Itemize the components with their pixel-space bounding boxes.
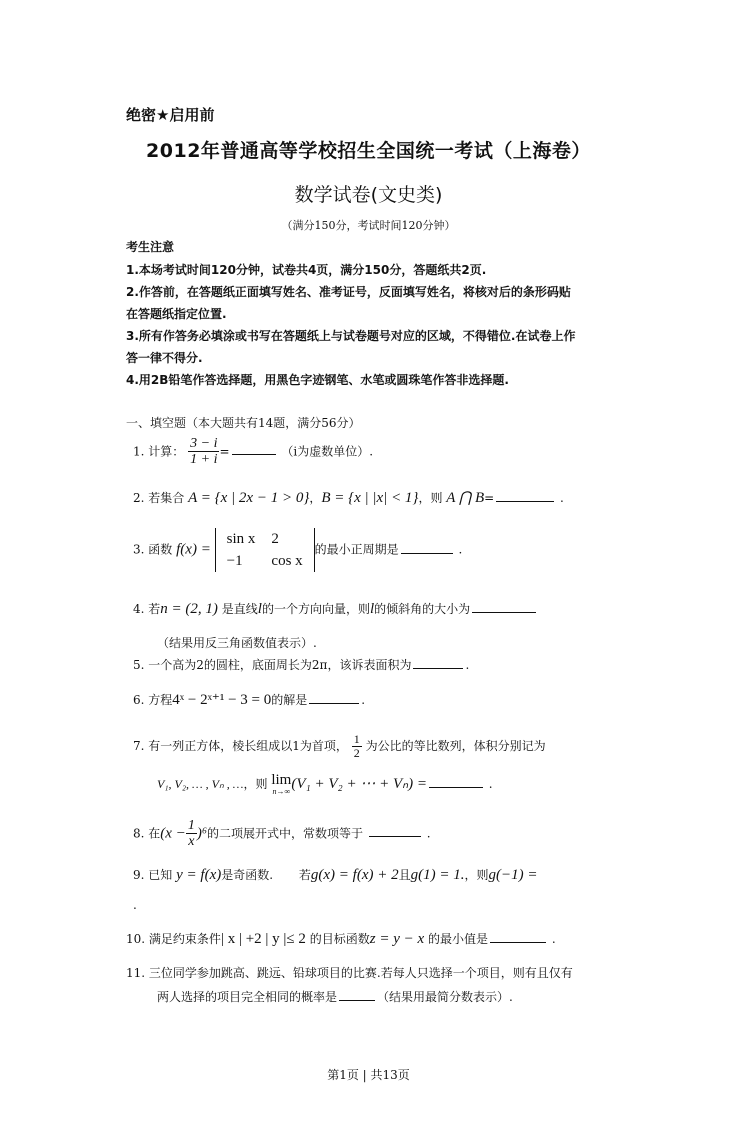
period: .	[361, 693, 366, 707]
answer-blank[interactable]	[472, 601, 536, 613]
question-8	[133, 818, 431, 850]
question-2: 2. 若集合 A = {x | 2x − 1 > 0}，B = {x | |x| < 1}，则 A ⋂ B= .	[133, 490, 564, 506]
answer-blank[interactable]	[490, 931, 546, 943]
answer-blank[interactable]	[309, 692, 359, 704]
det-cell: sin x	[226, 531, 256, 547]
numerator: 1	[187, 818, 195, 833]
det-cell: cos x	[271, 553, 303, 569]
equals-sign: =	[484, 491, 495, 505]
question-text: 若集合	[148, 491, 185, 505]
question-text: 的目标函数	[309, 932, 370, 946]
section-heading: 一、填空题（本大题共有14题，满分56分）	[126, 416, 361, 430]
question-text: 三位同学参加跳高、跳远、铅球项目的比赛.若每人只选择一个项目，则有且仅有	[148, 966, 573, 980]
denominator: 1 + i	[190, 452, 218, 468]
fraction	[352, 733, 362, 760]
question-tail: （i为虚数单位）.	[281, 444, 374, 459]
question-text: ，则	[418, 491, 443, 505]
question-number: 7.	[133, 739, 145, 754]
function-g: g(x) = f(x) + 2	[310, 867, 399, 883]
notice-line-2a: 2.作答前，在答题纸正面填写姓名、准考证号，反面填写姓名，将核对后的条形码贴	[126, 285, 571, 299]
numerator: 3 − i	[190, 436, 218, 451]
question-7-line-2	[157, 773, 493, 796]
question-text: 的一个方向向量，则	[261, 602, 370, 616]
period: .	[551, 932, 556, 946]
question-1	[133, 436, 373, 468]
question-4	[133, 600, 538, 618]
notice-line-3b: 答一律不得分.	[126, 351, 203, 365]
line-symbol: l	[369, 601, 375, 617]
binomial-close: )⁶	[196, 825, 208, 842]
set-b: B = {x | |x| < 1}	[321, 490, 419, 506]
question-text: 方程	[148, 693, 173, 707]
line-symbol: l	[257, 601, 262, 617]
set-a: A = {x | 2x − 1 > 0}	[188, 490, 310, 506]
question-number: 8.	[133, 826, 145, 841]
denominator: 2	[353, 746, 360, 761]
question-6	[133, 690, 365, 709]
question-9	[133, 866, 538, 884]
volume-sequence: V₁, V₂, … , Vₙ , …	[157, 777, 244, 791]
question-text: 在	[148, 826, 161, 841]
question-number: 4.	[133, 602, 145, 616]
question-number: 3.	[133, 542, 145, 557]
notice-heading: 考生注意	[126, 240, 175, 254]
lim-label: lim	[271, 772, 292, 788]
equation: 4ˣ − 2ˣ⁺¹ − 3 = 0	[172, 692, 272, 708]
g-of-minus-1: g(−1) =	[488, 867, 538, 883]
exam-subtitle: 数学试卷(文史类)	[294, 184, 443, 206]
answer-blank[interactable]	[369, 825, 421, 837]
question-4-line-2: （结果用反三角函数值表示）.	[157, 636, 317, 650]
question-text: 计算：	[148, 444, 185, 459]
question-tail: （结果用最简分数表示）.	[377, 990, 513, 1004]
constraint: | x | +2 | y |≤ 2	[220, 931, 306, 947]
numerator: 1	[353, 732, 360, 746]
question-9-dot: .	[133, 898, 137, 912]
answer-blank[interactable]	[401, 542, 453, 554]
page-footer: 第1页 | 共13页	[327, 1068, 410, 1082]
question-5	[133, 656, 469, 673]
period: .	[465, 658, 470, 672]
answer-blank[interactable]	[413, 657, 463, 669]
question-number: 2.	[133, 491, 145, 505]
fraction	[188, 436, 219, 468]
question-11	[126, 964, 573, 981]
question-7	[133, 733, 546, 760]
equals-sign: =	[219, 444, 230, 459]
limit	[271, 773, 291, 796]
question-text: 两人选择的项目完全相同的概率是	[157, 990, 338, 1004]
question-text: 函数	[148, 542, 173, 557]
notice-line-4: 4.用2B铅笔作答选择题，用黑色字迹钢笔、水笔或圆珠笔作答非选择题.	[126, 373, 509, 387]
question-number: 1.	[133, 444, 145, 459]
exam-meta: （满分150分，考试时间120分钟）	[281, 219, 456, 232]
exam-title: 2012年普通高等学校招生全国统一考试（上海卷）	[146, 140, 591, 162]
binomial-open: (x −	[160, 825, 186, 842]
notice-line-2b: 在答题纸指定位置.	[126, 307, 227, 321]
question-text: ，则	[464, 868, 489, 882]
question-text: 的倾斜角的大小为	[374, 602, 471, 616]
function-label: f(x) =	[176, 541, 211, 558]
question-tail: 的最小正周期是	[314, 542, 399, 557]
secret-label: 绝密★启用前	[126, 106, 215, 124]
question-10	[126, 930, 556, 948]
question-number: 5.	[133, 658, 145, 672]
question-11-line-2	[157, 988, 513, 1005]
intersection: A ⋂ B	[446, 490, 485, 506]
period: .	[488, 777, 493, 791]
period: .	[426, 826, 431, 841]
question-text: 有一列正方体，棱长组成以1为首项，	[148, 739, 348, 754]
question-number: 6.	[133, 693, 145, 707]
function-y: y = f(x)	[176, 867, 222, 883]
fraction	[186, 818, 197, 850]
question-number: 10.	[126, 932, 146, 946]
notice-line-3a: 3.所有作答务必填涂或书写在答题纸上与试卷题号对应的区域，不得错位.在试卷上作	[126, 329, 576, 343]
question-text: 且	[398, 868, 411, 882]
answer-blank[interactable]	[232, 443, 276, 455]
question-tail: 的最小值是	[427, 932, 488, 946]
question-tail: 为公比的等比数列，体积分别记为	[365, 739, 546, 754]
det-cell: 2	[271, 531, 279, 547]
period: .	[560, 491, 564, 505]
question-text: 是奇函数.	[221, 868, 274, 882]
question-tail: 的二项展开式中，常数项等于	[207, 826, 364, 841]
direction-vector: n = (2, 1)	[160, 601, 218, 617]
question-3	[133, 528, 462, 572]
question-text: 若	[148, 602, 161, 616]
question-tail: 的解是	[271, 693, 308, 707]
denominator: x	[188, 834, 195, 850]
answer-blank[interactable]	[339, 989, 375, 1001]
question-text: ，则	[243, 777, 268, 791]
period: .	[458, 542, 463, 557]
question-text: 已知	[148, 868, 173, 882]
limit-expression: (V₁ + V₂ + ⋯ + Vₙ) =	[291, 776, 427, 792]
answer-blank[interactable]	[429, 776, 483, 788]
determinant	[215, 528, 315, 572]
lim-subscript: n→∞	[272, 787, 291, 796]
question-text: 一个高为2的圆柱，底面周长为2π，该诉表面积为	[148, 658, 412, 672]
question-number: 11.	[126, 966, 146, 980]
question-text: 满足约束条件	[148, 932, 221, 946]
question-number: 9.	[133, 868, 145, 882]
det-cell: −1	[226, 553, 243, 569]
question-text: 是直线	[221, 602, 258, 616]
objective-function: z = y − x	[369, 931, 425, 947]
answer-blank[interactable]	[496, 490, 554, 502]
g-of-1: g(1) = 1.	[410, 867, 465, 883]
question-text: 若	[298, 868, 311, 882]
notice-line-1: 1.本场考试时间120分钟，试卷共4页，满分150分，答题纸共2页.	[126, 263, 487, 277]
